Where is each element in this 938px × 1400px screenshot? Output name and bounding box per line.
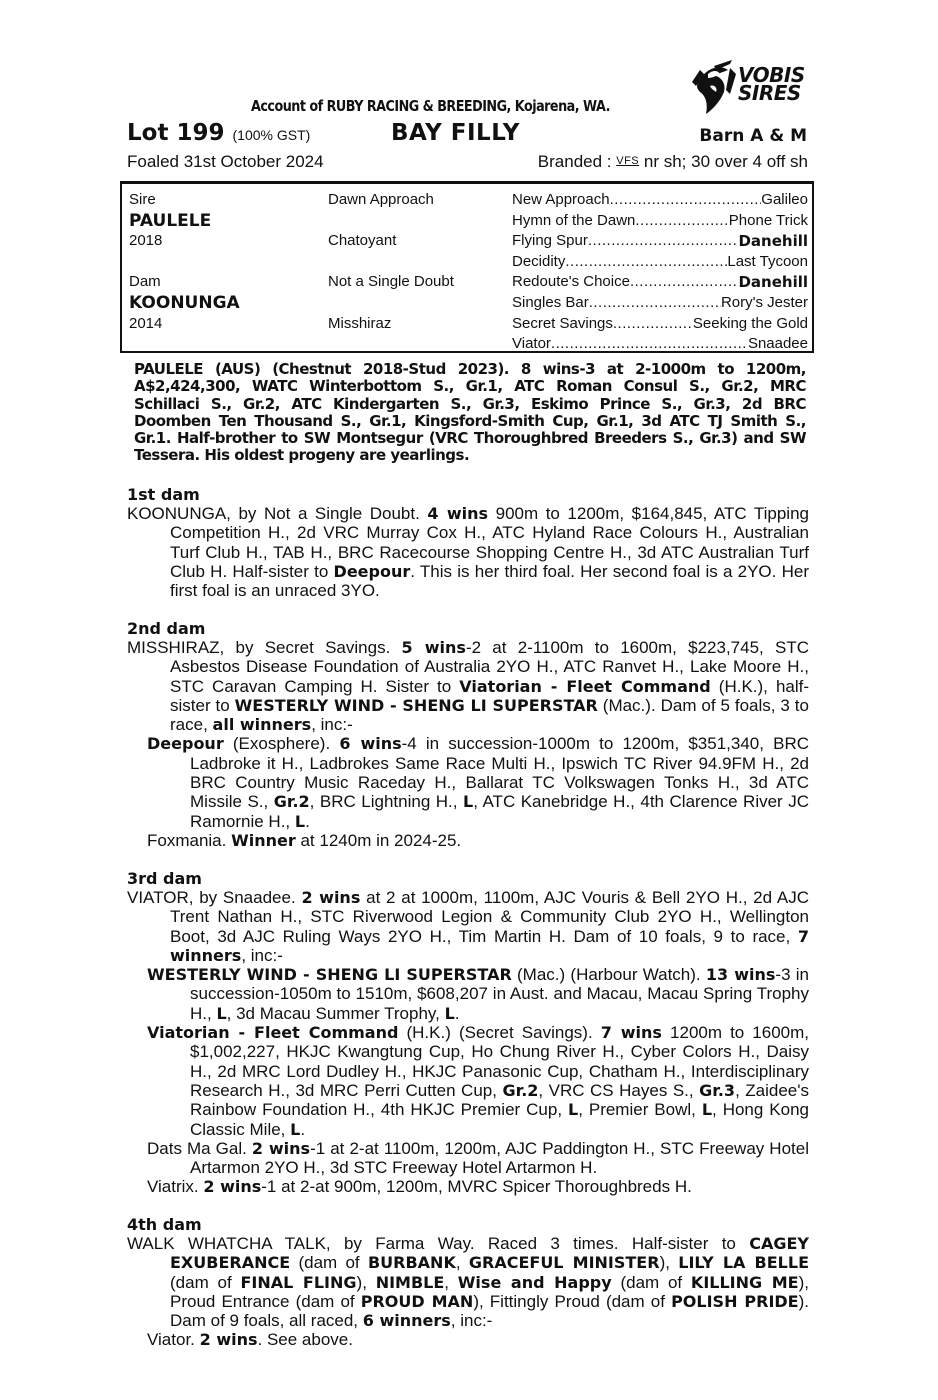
text: .: [305, 811, 310, 831]
second-dam-section: [127, 619, 809, 850]
ancestor-name: Decidity: [512, 252, 566, 270]
great-grandparent-row: [512, 211, 808, 232]
dam-entry: [127, 638, 809, 734]
bold-text: 2 wins: [301, 888, 361, 907]
progeny-entry: [127, 965, 809, 1023]
ancestor-sire: Seeking the Gold: [692, 314, 808, 332]
third-dam-section: [127, 869, 809, 1197]
ancestor-name: Viator: [512, 335, 551, 353]
text: . See above.: [257, 1330, 353, 1350]
spacer: [129, 252, 240, 273]
dam-entry: [127, 888, 809, 965]
text: VIATOR, by Snaadee.: [127, 888, 302, 907]
bold-text: 2 wins: [251, 1138, 311, 1158]
pedigree-grandparents-column: [328, 190, 454, 334]
logo-line-1: VOBIS: [738, 63, 805, 87]
bold-text: Gr.3: [699, 1080, 736, 1100]
progeny-name: WESTERLY WIND - SHENG LI SUPERSTAR: [147, 965, 512, 985]
bold-text: Deepour: [333, 561, 411, 581]
great-grandparent-row: [512, 293, 808, 314]
text: (H.K.) (Secret Savings).: [398, 1023, 601, 1043]
ancestor-sire: Phone Trick: [728, 211, 808, 229]
ancestor-sire: Danehill: [738, 273, 808, 292]
text: .: [300, 1119, 306, 1139]
bold-text: L: [701, 1100, 713, 1120]
pedigree-table: [120, 181, 814, 353]
brand-mark: VFS: [616, 155, 640, 167]
ancestor-sire: Last Tycoon: [727, 252, 808, 270]
branded-suffix: nr sh; 30 over 4 off sh: [639, 152, 808, 171]
bold-text: CAGEY EXUBERANCE: [170, 1234, 809, 1273]
text: (dam of: [611, 1272, 691, 1292]
text: ),: [659, 1253, 679, 1273]
text: ,: [444, 1272, 458, 1292]
text: 900m to 1200m, $164,845, ATC Tipping Competition H., 2d VRC Murray Cox H., ATC Hyland Race Colours H., Australian Turf Club H., TAB H., BRC Racecourse Shopping Centre H., 3d ATC Australian Turf Club H. Half-sister to: [170, 504, 809, 581]
progeny-entry: [127, 831, 809, 850]
bold-text: L: [444, 1003, 455, 1023]
first-dam-section: [127, 485, 809, 600]
progeny-name: Viatrix.: [147, 1177, 204, 1197]
great-grandparent-row: [512, 252, 808, 273]
bold-text: NIMBLE: [375, 1272, 445, 1292]
text: 1200m to 1600m, $1,002,227, HKJC Kwangtung Cup, Ho Chung River H., Cyber Colors H., Daisy H., 2d MRC Lord Dudley H., HKJC Panasonic Cup, Chatham H., Interdisciplinary Research H., 3d MRC Perri Cutten Cup,: [190, 1023, 810, 1100]
logo-line-2: SIRES: [738, 81, 801, 105]
progeny-name: Foxmania.: [147, 830, 232, 850]
great-grandparent-row: [512, 334, 808, 355]
text: . This is her third foal. Her second foal is a 2YO. Her first foal is an unraced 3YO.: [170, 561, 809, 601]
text: , 3d Macau Summer Trophy,: [226, 1003, 445, 1023]
text: (Mac.) (Harbour Watch).: [511, 965, 706, 985]
bold-text: 2 wins: [199, 1330, 258, 1350]
dam-name: KOONUNGA: [129, 292, 240, 313]
text: , Premier Bowl,: [578, 1100, 702, 1120]
section-heading: 2nd dam: [127, 619, 206, 638]
ancestor-sire: Danehill: [738, 232, 808, 251]
leader-dots: [551, 334, 748, 355]
sire-label: Sire: [129, 191, 156, 208]
spacer: [328, 252, 454, 273]
text: (dam of: [290, 1253, 368, 1273]
vendor-account: Account of RUBY RACING & BREEDING, Kojarena, WA.: [251, 97, 610, 115]
sire-year: 2018: [129, 232, 163, 250]
leader-dots: [635, 211, 728, 232]
bold-text: 6 wins: [339, 734, 402, 754]
ancestor-name: Secret Savings: [512, 314, 613, 332]
bold-text: Gr.2: [273, 792, 310, 812]
bold-text: POLISH PRIDE: [671, 1291, 799, 1311]
bold-text: GRACEFUL MINISTER: [468, 1253, 660, 1273]
ancestor-sire: Galileo: [761, 191, 808, 208]
bold-text: 2 wins: [203, 1177, 262, 1197]
text: (Mac.). Dam of 5 foals, 3 to race,: [170, 695, 809, 735]
pedigree-great-grandparents-column: [512, 190, 808, 355]
bold-text: PROUD MAN: [360, 1291, 474, 1311]
foaled-date: Foaled 31st October 2024: [127, 152, 324, 171]
text: , VRC CS Hayes S.,: [538, 1080, 700, 1100]
text: MISSHIRAZ, by Secret Savings.: [127, 638, 402, 657]
bold-text: Winner: [231, 830, 296, 850]
text: , Zaidee's Rainbow Foundation H., 4th HKJC Premier Cup,: [190, 1080, 810, 1120]
bold-text: Wise and Happy: [457, 1272, 612, 1292]
progeny-entry: [127, 1139, 809, 1178]
text: -1 at 2-at 1100m, 1200m, AJC Paddington H., STC Freeway Hotel Artarmon 2YO H., 3d STC Freeway Hotel Artarmon H.: [190, 1138, 809, 1178]
bold-text: 4 wins: [427, 504, 489, 523]
text: , Hong Kong Classic Mile,: [190, 1100, 809, 1139]
text: .: [454, 1003, 460, 1023]
text: ),: [356, 1272, 376, 1292]
logo-text: [738, 63, 805, 105]
text: at 2 at 1000m, 1100m, AJC Vouris & Bell 2YO H., 2d AJC Trent Nathan H., STC Riverwood Legion & Community Club 2YO H., Wellington Boot, 3d AJC Ruling Ways 2YO H., Tim Martin H. Dam of 10 foals, 9 to race,: [170, 888, 809, 946]
text: ), Fittingly Proud (dam of: [473, 1291, 672, 1311]
sire-summary: PAULELE (AUS) (Chestnut 2018-Stud 2023). 8 wins-3 at 2-1000m to 1200m, A$2,424,300, WATC Winterbottom S., Gr.1, ATC Roman Consul S., Gr.2, MRC Schillaci S., Gr.2, ATC Kindergarten S., Gr.3, Eskimo Prince S., Gr.3, 2d BRC Doomben Ten Thousand S., Gr.1, Kingsford-Smith Cup, Gr.1, 3d ATC TJ Smith S., Gr.1. Half-brother to SW Montsegur (VRC Thoroughbred Breeders S., Gr.3) and SW Tessera. His oldest progeny are yearlings.: [134, 360, 806, 465]
leader-dots: [565, 252, 727, 273]
ancestor-name: Singles Bar: [512, 293, 589, 311]
gst-note: (100% GST): [232, 127, 311, 143]
text: KOONUNGA, by Not a Single Doubt.: [127, 504, 428, 523]
progeny-entry: [127, 1177, 809, 1196]
dam-label: Dam: [129, 273, 161, 291]
dam-dam: Misshiraz: [328, 314, 392, 332]
horse-sex-colour: BAY FILLY: [391, 120, 520, 146]
great-grandparent-row: [512, 314, 808, 335]
text: WALK WHATCHA TALK, by Farma Way. Raced 3 times. Half-sister to: [127, 1234, 750, 1253]
horse-rider-icon: [686, 60, 742, 116]
bold-text: Gr.2: [502, 1080, 539, 1100]
spacer: [328, 211, 454, 232]
ancestor-name: Hymn of the Dawn: [512, 211, 636, 229]
brand-description: [538, 152, 808, 172]
lot-title: [127, 120, 310, 146]
leader-dots: [588, 231, 739, 252]
bold-text: L: [463, 792, 474, 812]
text: (H.K.), half-sister to: [170, 676, 810, 715]
bold-text: FINAL FLING: [240, 1272, 357, 1292]
ancestor-sire: Rory's Jester: [720, 293, 808, 311]
ancestor-name: Redoute's Choice: [512, 273, 630, 291]
great-grandparent-row: [512, 190, 808, 211]
section-heading: 4th dam: [127, 1215, 202, 1234]
bold-text: Viatorian - Fleet Command: [459, 676, 711, 696]
bold-text: all winners: [212, 715, 312, 735]
text: (dam of: [170, 1272, 241, 1292]
great-grandparent-row: [512, 272, 808, 293]
bold-text: WESTERLY WIND - SHENG LI SUPERSTAR: [234, 695, 598, 715]
progeny-name: Viator.: [147, 1330, 200, 1350]
bold-text: L: [294, 811, 306, 831]
progeny-entry: [127, 734, 809, 830]
bold-text: L: [216, 1003, 227, 1023]
leader-dots: [613, 314, 693, 335]
fourth-dam-section: [127, 1215, 809, 1350]
leader-dots: [610, 190, 762, 211]
bold-text: BURBANK: [367, 1253, 456, 1273]
text: -3 in succession-1050m to 1510m, $608,207 in Aust. and Macau, Macau Spring Trophy H.,: [190, 965, 810, 1023]
leader-dots: [630, 272, 739, 293]
dam-year: 2014: [129, 314, 163, 332]
bold-text: LILY LA BELLE: [678, 1253, 809, 1273]
dam-sire: Not a Single Doubt: [328, 273, 454, 291]
progeny-name: Deepour: [147, 734, 224, 754]
sire-sire: Dawn Approach: [328, 191, 434, 208]
leader-dots: [589, 293, 721, 314]
barn-location: Barn A & M: [699, 126, 807, 146]
great-grandparent-row: [512, 231, 808, 252]
text: (Exosphere).: [223, 734, 340, 754]
lot-header: [127, 120, 809, 150]
sire-dam: Chatoyant: [328, 232, 397, 250]
dam-entry: [127, 504, 809, 600]
lot-number: Lot 199: [127, 120, 225, 146]
section-heading: 3rd dam: [127, 869, 202, 888]
text: , inc:-: [450, 1311, 493, 1331]
bold-text: 5 wins: [401, 638, 466, 657]
ancestor-name: New Approach: [512, 191, 610, 208]
bold-text: L: [290, 1119, 301, 1139]
text: , inc:-: [311, 715, 353, 735]
progeny-name: Dats Ma Gal.: [147, 1138, 252, 1158]
text: , inc:-: [241, 945, 283, 965]
text: , BRC Lightning H.,: [309, 792, 463, 812]
text: -2 at 2-1100m to 1600m, $223,745, STC Asbestos Disease Foundation of Australia 2YO H., ATC Ranvet H., Lake Moore H., STC Caravan Camping H. Sister to: [170, 638, 809, 696]
bold-text: 7 wins: [600, 1023, 662, 1043]
progeny-name: Viatorian - Fleet Command: [147, 1023, 399, 1043]
bold-text: 13 wins: [705, 965, 776, 985]
text: , ATC Kanebridge H., 4th Clarence River JC Ramornie H.,: [190, 792, 809, 831]
sire-name: PAULELE: [129, 210, 212, 231]
text: ), Proud Entrance (dam of: [170, 1272, 809, 1311]
bold-text: KILLING ME: [690, 1272, 799, 1292]
spacer: [328, 293, 454, 314]
branded-prefix: Branded :: [537, 152, 617, 171]
bold-text: 6 winners: [362, 1311, 451, 1331]
text: -1 at 2-at 900m, 1200m, MVRC Spicer Thoroughbreds H.: [261, 1177, 692, 1197]
ancestor-name: Flying Spur: [512, 232, 588, 250]
bold-text: L: [567, 1100, 579, 1120]
progeny-entry: [127, 1023, 809, 1139]
text: ,: [455, 1253, 469, 1273]
ancestor-sire: Snaadee: [747, 335, 808, 353]
text: -4 in succession-1000m to 1200m, $351,340, BRC Ladbroke it H., Ladbrokes Same Race Multi H., Ipswich TC River 94.9FM H., 2d BRC Country Music Raceday H., Ballarat TC Volkswagen Tonks H., 3d ATC Missile S.,: [190, 734, 809, 812]
bold-text: 7 winners: [170, 926, 809, 965]
vobis-sires-logo: [686, 60, 821, 112]
pedigree-parents-column: [129, 190, 240, 334]
dam-entry: [127, 1234, 809, 1330]
progeny-entry: [127, 1330, 809, 1349]
text: at 1240m in 2024-25.: [295, 830, 462, 850]
section-heading: 1st dam: [127, 485, 200, 504]
text: ). Dam of 9 foals, all raced,: [170, 1291, 810, 1331]
